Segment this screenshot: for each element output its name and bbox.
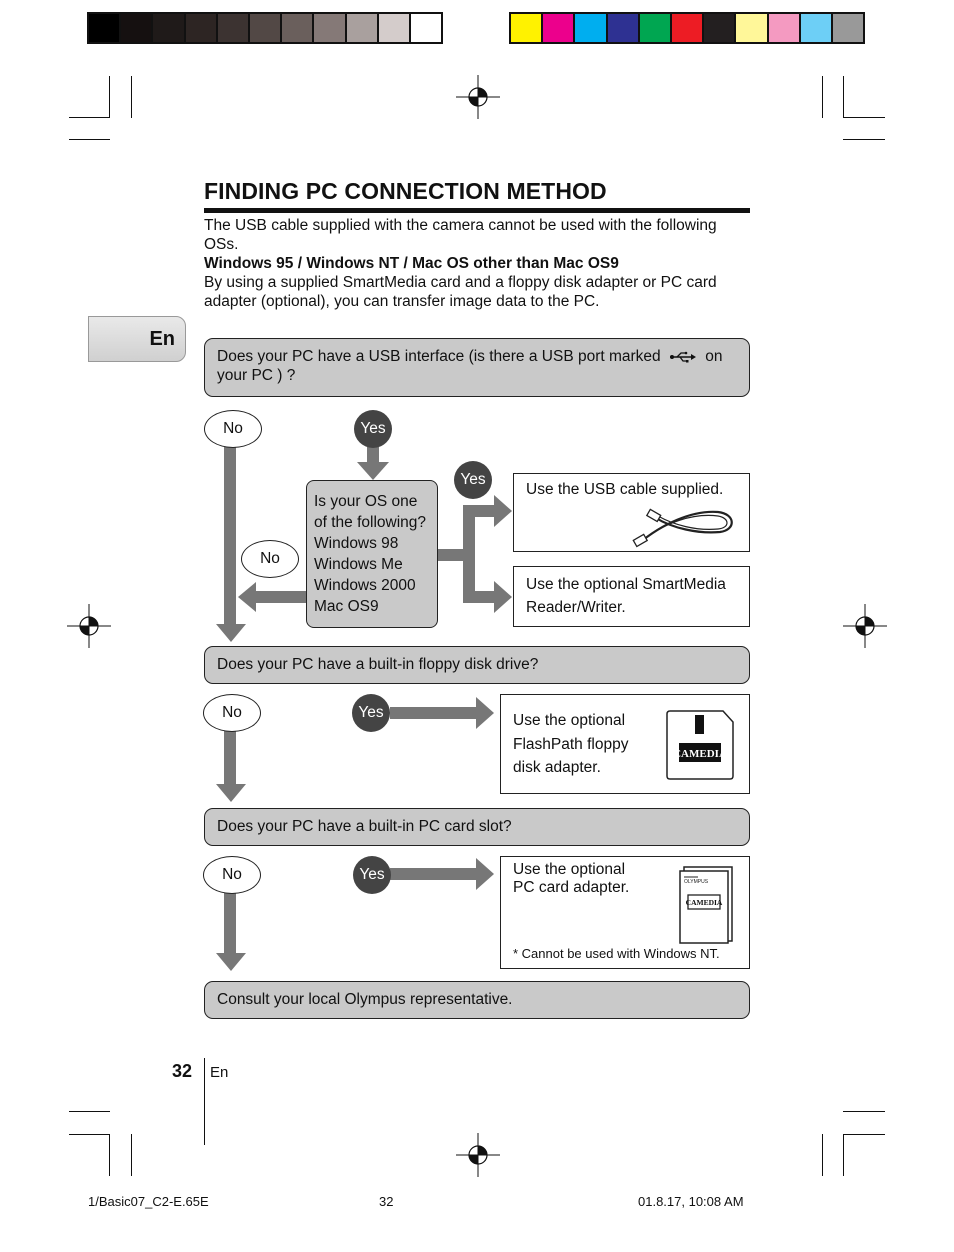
no-label: No bbox=[203, 856, 261, 894]
arrow-down bbox=[216, 784, 246, 802]
question-floppy: Does your PC have a built-in floppy disk drive? bbox=[204, 646, 750, 684]
usb-cable-icon bbox=[632, 504, 740, 548]
arrow-down bbox=[357, 462, 389, 480]
page-title: FINDING PC CONNECTION METHOD bbox=[204, 178, 607, 204]
connector-line bbox=[463, 505, 496, 517]
intro-os-list: Windows 95 / Windows NT / Mac OS other than Mac OS9 bbox=[204, 255, 619, 272]
answer-smartmedia-reader bbox=[513, 566, 750, 627]
arrow-down bbox=[216, 953, 246, 971]
intro-paragraph: The USB cable supplied with the camera cannot be used with the following OSs. bbox=[204, 217, 717, 253]
brand-logo: CAMEDIA bbox=[685, 898, 723, 907]
yes-label: Yes bbox=[353, 856, 391, 894]
os-option: Windows 98 bbox=[314, 535, 399, 552]
arrow-left bbox=[238, 582, 256, 612]
question-usb bbox=[204, 338, 750, 397]
os-option: Windows Me bbox=[314, 556, 403, 573]
answer-usb-cable bbox=[513, 473, 750, 552]
question-usb-text: Does your PC have a USB interface (is there a USB port marked bbox=[217, 348, 661, 365]
os-question-line: of the following? bbox=[314, 514, 427, 531]
footer-timestamp: 01.8.17, 10:08 AM bbox=[638, 1194, 744, 1209]
connector-line bbox=[255, 591, 307, 603]
page-number: 32 bbox=[172, 1061, 193, 1081]
answer-text: PC card adapter. bbox=[513, 879, 630, 896]
consult-box: Consult your local Olympus representative. bbox=[204, 981, 750, 1019]
os-option: Windows 2000 bbox=[314, 577, 416, 594]
page-language: En bbox=[210, 1064, 229, 1081]
connector-line bbox=[390, 707, 477, 719]
arrow-down bbox=[216, 624, 246, 642]
arrow-right bbox=[494, 495, 512, 527]
answer-text: Use the optional SmartMedia bbox=[526, 576, 726, 593]
answer-text: Use the USB cable supplied. bbox=[526, 481, 724, 498]
yes-label: Yes bbox=[454, 461, 492, 499]
floppy-adapter-icon bbox=[665, 710, 735, 780]
answer-flashpath bbox=[500, 694, 750, 794]
connector-line bbox=[224, 731, 236, 786]
connector-line bbox=[224, 893, 236, 955]
connector-line bbox=[463, 507, 475, 603]
no-label: No bbox=[204, 410, 262, 448]
answer-text: FlashPath floppy bbox=[513, 735, 629, 753]
arrow-right bbox=[476, 697, 494, 729]
brand-small: OLYMPUS bbox=[684, 879, 709, 885]
brand-logo: CAMEDIA bbox=[673, 748, 727, 760]
page-number-rule bbox=[204, 1058, 205, 1145]
no-label: No bbox=[203, 694, 261, 732]
connector-line bbox=[390, 868, 477, 880]
arrow-right bbox=[476, 858, 494, 890]
os-question-line: Is your OS one bbox=[314, 493, 418, 510]
question-pc-card: Does your PC have a built-in PC card slot? bbox=[204, 808, 750, 846]
answer-text: Use the optional bbox=[513, 861, 626, 878]
answer-text: disk adapter. bbox=[513, 759, 601, 776]
yes-label: Yes bbox=[352, 694, 390, 732]
intro-paragraph-2: By using a supplied SmartMedia card and a floppy disk adapter or PC card adapter (optional), you can transfer image data to the PC. bbox=[204, 274, 717, 310]
footer-file: 1/Basic07_C2-E.65E bbox=[88, 1194, 209, 1209]
os-option: Mac OS9 bbox=[314, 598, 379, 615]
connector-line bbox=[224, 447, 236, 625]
pc-card-adapter-icon bbox=[678, 865, 736, 945]
answer-text: Use the optional bbox=[513, 712, 626, 729]
footer-page: 32 bbox=[379, 1194, 394, 1209]
connector-line bbox=[463, 591, 496, 603]
answer-pc-card bbox=[500, 856, 750, 969]
os-question-box bbox=[306, 480, 438, 628]
language-tab: En bbox=[88, 316, 186, 362]
question-usb-text-end: on your PC ) ? bbox=[217, 348, 723, 384]
usb-icon bbox=[669, 351, 697, 363]
connector-line bbox=[367, 447, 379, 463]
answer-text: Reader/Writer. bbox=[526, 599, 626, 616]
yes-label: Yes bbox=[354, 410, 392, 448]
arrow-right bbox=[494, 581, 512, 613]
pc-card-note: * Cannot be used with Windows NT. bbox=[513, 946, 720, 961]
no-label: No bbox=[241, 540, 299, 578]
